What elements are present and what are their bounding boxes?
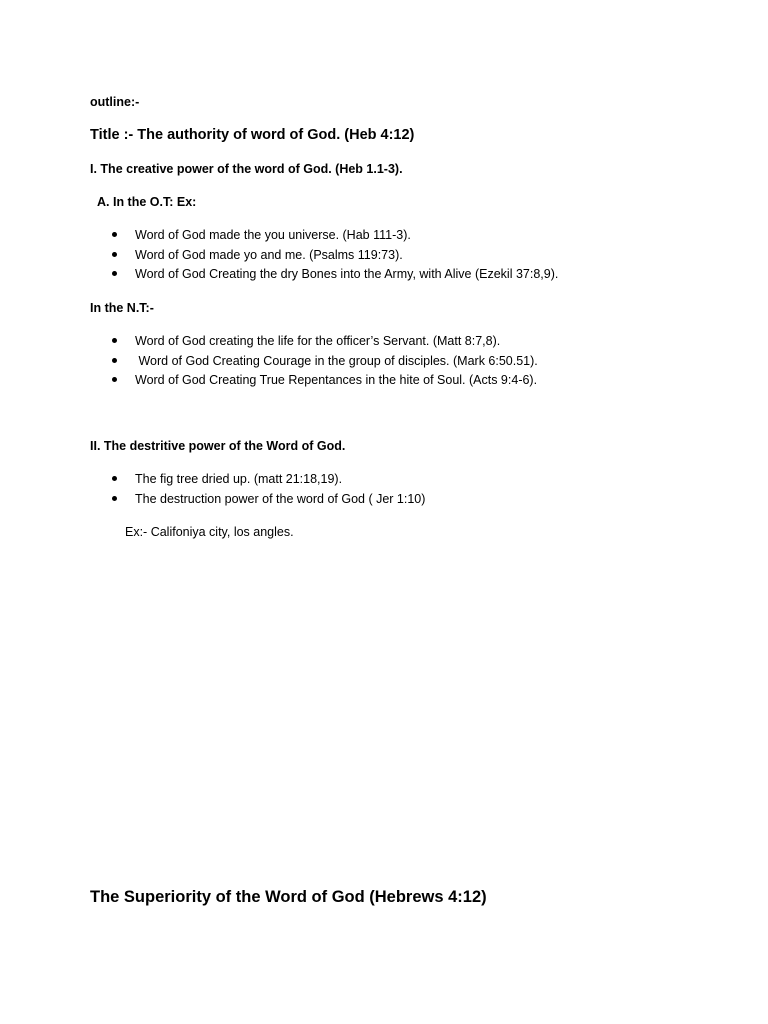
list-item: Word of God made yo and me. (Psalms 119:73). [135,247,558,267]
bullet-icon [112,377,117,382]
list-item: Word of God Creating Courage in the group of disciples. (Mark 6:50.51). [135,353,538,373]
section-2-heading: II. The destritive power of the Word of God. [90,439,346,453]
list-item: The destruction power of the word of God ( Jer 1:10) [135,491,425,511]
bullet-icon [112,252,117,257]
list-item: Word of God made the you universe. (Hab 111-3). [135,227,558,247]
bullet-icon [112,271,117,276]
outline-label: outline:- [90,95,140,109]
bullet-icon [112,338,117,343]
bullet-icon [112,358,117,363]
list-item: The fig tree dried up. (matt 21:18,19). [135,471,425,491]
bullet-icon [112,232,117,237]
nt-subheading: In the N.T:- [90,301,154,315]
example-text: Ex:- Califoniya city, los angles. [125,525,294,539]
section-2-list [135,471,425,510]
list-item: Word of God creating the life for the officer’s Servant. (Matt 8:7,8). [135,333,538,353]
bottom-heading: The Superiority of the Word of God (Hebrews 4:12) [90,888,487,906]
nt-list [135,333,538,392]
bullet-icon [112,496,117,501]
list-item: Word of God Creating the dry Bones into the Army, with Alive (Ezekil 37:8,9). [135,266,558,286]
bullet-icon [112,476,117,481]
ot-subheading: A. In the O.T: Ex: [97,195,197,209]
section-1-heading: I. The creative power of the word of God. (Heb 1.1-3). [90,162,403,176]
list-item: Word of God Creating True Repentances in the hite of Soul. (Acts 9:4-6). [135,372,538,392]
ot-list [135,227,558,286]
document-title: Title :- The authority of word of God. (Heb 4:12) [90,127,415,143]
